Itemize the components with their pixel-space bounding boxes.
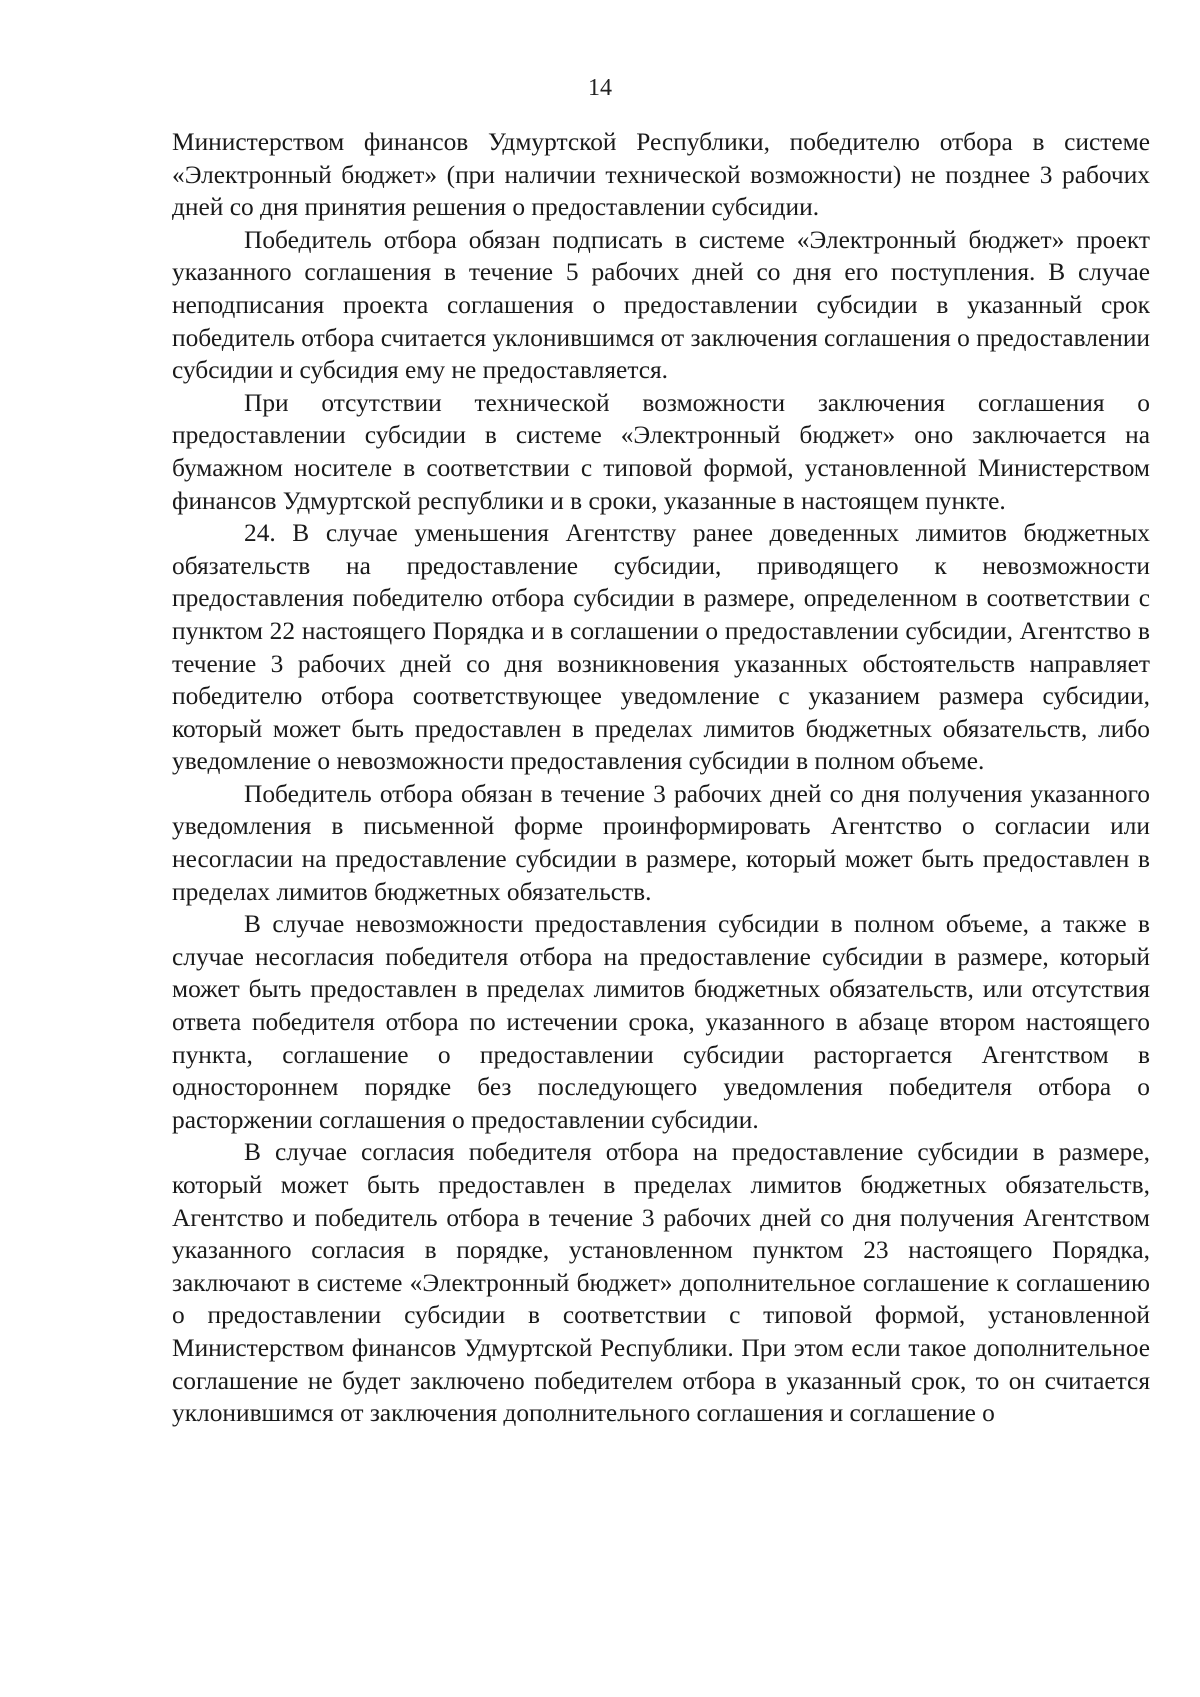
paragraph: Победитель отбора обязан в течение 3 рабочих дней со дня получения указанного уведомления в письменной форме проинформировать Агентство о согласии или несогласии на предоставление субсидии в размере, который может быть предоставлен в пределах лимитов бюджетных обязательств.	[172, 779, 1150, 906]
paragraph: В случае невозможности предоставления субсидии в полном объеме, а также в случае несогласия победителя отбора на предоставление субсидии в размере, который может быть предоставлен в пределах лимитов бюджетных обязательств, или отсутствия ответа победителя отбора по истечении срока, указанного в абзаце втором настоящего пункта, соглашение о предоставлении субсидии расторгается Агентством в одностороннем порядке без последующего уведомления победителя отбора о расторжении соглашения о предоставлении субсидии.	[172, 910, 1150, 1134]
paragraph-continuation: Министерством финансов Удмуртской Республики, победителю отбора в системе «Электронный бюджет» (при наличии технической возможности) не позднее 3 рабочих дней со дня принятия решения о предоставлении субсидии.	[172, 128, 1150, 222]
document-body	[172, 126, 1150, 1430]
paragraph: Победитель отбора обязан подписать в системе «Электронный бюджет» проект указанного соглашения в течение 5 рабочих дней со дня его поступления. В случае неподписания проекта соглашения о предоставлении субсидии в указанный срок победитель отбора считается уклонившимся от заключения соглашения о предоставлении субсидии и субсидия ему не предоставляется.	[172, 225, 1150, 385]
page-number: 14	[588, 75, 612, 101]
paragraph: При отсутствии технической возможности заключения соглашения о предоставлении субсидии в системе «Электронный бюджет» оно заключается на бумажном носителе в соответствии с типовой формой, установленной Министерством финансов Удмуртской республики и в сроки, указанные в настоящем пункте.	[172, 388, 1150, 515]
paragraph: В случае согласия победителя отбора на предоставление субсидии в размере, который может быть предоставлен в пределах лимитов бюджетных обязательств, Агентство и победитель отбора в течение 3 рабочих дней со дня получения Агентством указанного согласия в порядке, установленном пунктом 23 настоящего Порядка, заключают в системе «Электронный бюджет» дополнительное соглашение к соглашению о предоставлении субсидии в соответствии с типовой формой, установленной Министерством финансов Удмуртской Республики. При этом если такое дополнительное соглашение не будет заключено победителем отбора в указанный срок, то он считается уклонившимся от заключения дополнительного соглашения и соглашение о	[172, 1138, 1150, 1428]
paragraph-item-24: 24. В случае уменьшения Агентству ранее доведенных лимитов бюджетных обязательств на предоставление субсидии, приводящего к невозможности предоставления победителю отбора субсидии в размере, определенном в соответствии с пунктом 22 настоящего Порядка и в соглашении о предоставлении субсидии, Агентство в течение 3 рабочих дней со дня возникновения указанных обстоятельств направляет победителю отбора соответствующее уведомление с указанием размера субсидии, который может быть предоставлен в пределах лимитов бюджетных обязательств, либо уведомление о невозможности предоставления субсидии в полном объеме.	[172, 519, 1150, 776]
